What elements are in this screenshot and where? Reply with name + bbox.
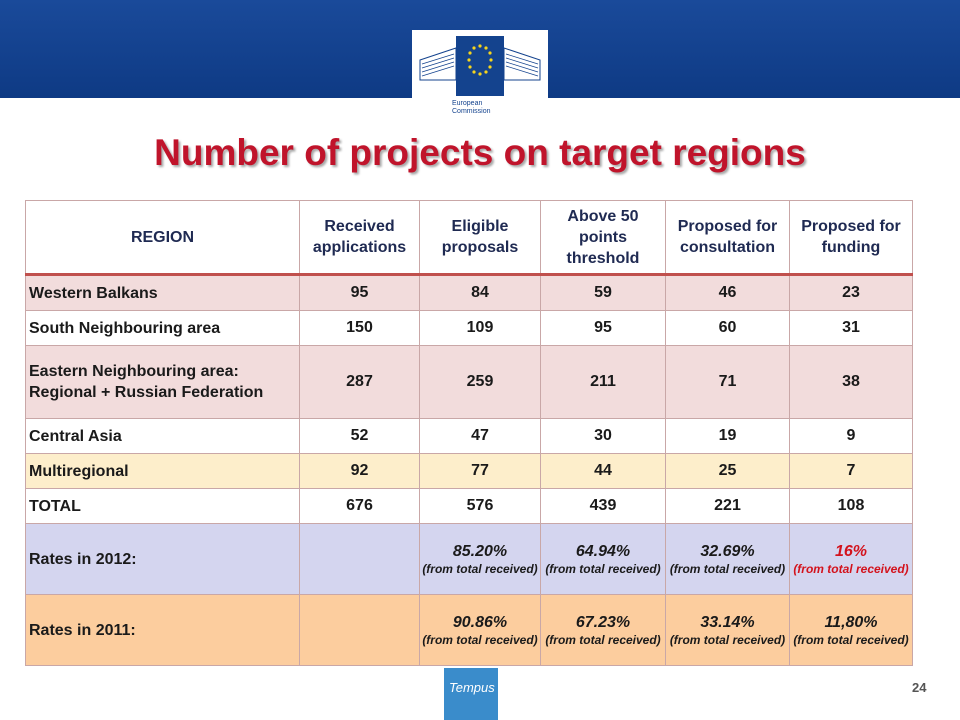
received-cell: 287 <box>300 346 420 419</box>
above-cell: 44 <box>541 454 666 489</box>
funding-cell: 9 <box>790 419 913 454</box>
european-commission-logo <box>412 30 548 126</box>
eligible-cell: 576 <box>420 489 541 524</box>
above-cell: 95 <box>541 311 666 346</box>
above-cell: 439 <box>541 489 666 524</box>
page-title: Number of projects on target regions <box>154 132 806 173</box>
consultation-cell: 221 <box>666 489 790 524</box>
eligible-cell: 84 <box>420 275 541 311</box>
rate-above <box>541 595 666 666</box>
header-consultation: Proposed for consultation <box>666 201 790 275</box>
received-cell: 676 <box>300 489 420 524</box>
logo-text <box>452 100 491 116</box>
header-region: REGION <box>26 201 300 275</box>
consultation-cell: 25 <box>666 454 790 489</box>
rates-2011-row <box>26 595 913 666</box>
rate-value: 32.69% <box>700 542 755 560</box>
region-cell: Eastern Neighbouring area: Regional + Russian Federation <box>26 346 300 419</box>
consultation-cell: 46 <box>666 275 790 311</box>
region-cell: Central Asia <box>26 419 300 454</box>
received-cell: 150 <box>300 311 420 346</box>
rate-note: (from total received) <box>545 561 661 576</box>
page-number: 24 <box>912 680 927 695</box>
rate-consultation <box>666 595 790 666</box>
rate-value: 67.23% <box>575 613 631 631</box>
region-cell: Western Balkans <box>26 275 300 311</box>
rate-note: (from total received) <box>545 632 661 647</box>
rate-eligible <box>420 524 541 595</box>
table-row <box>26 454 913 489</box>
rate-value: 90.86% <box>452 613 508 631</box>
table-row <box>26 419 913 454</box>
above-cell: 30 <box>541 419 666 454</box>
logo-line-2: Commission <box>452 108 491 115</box>
header-received: Received applications <box>300 201 420 275</box>
above-cell: 211 <box>541 346 666 419</box>
rate-value: 11,80% <box>824 613 878 631</box>
above-cell: 59 <box>541 275 666 311</box>
header-eligible: Eligible proposals <box>420 201 541 275</box>
eligible-cell: 47 <box>420 419 541 454</box>
table-row <box>26 275 913 311</box>
projects-table <box>25 200 913 666</box>
region-cell: South Neighbouring area <box>26 311 300 346</box>
header-funding: Proposed for funding <box>790 201 913 275</box>
funding-cell: 7 <box>790 454 913 489</box>
rate-consultation <box>666 524 790 595</box>
logo-line-1: European <box>452 100 483 107</box>
rate-eligible <box>420 595 541 666</box>
funding-cell: 108 <box>790 489 913 524</box>
table-row <box>26 346 913 419</box>
funding-cell: 23 <box>790 275 913 311</box>
rate-note: (from total received) <box>793 632 909 647</box>
tempus-badge <box>444 668 498 720</box>
eligible-cell: 109 <box>420 311 541 346</box>
header-above-threshold: Above 50 points threshold <box>541 201 666 275</box>
consultation-cell: 19 <box>666 419 790 454</box>
rates-label: Rates in 2011: <box>26 595 300 666</box>
rate-note: (from total received) <box>422 561 538 576</box>
rate-funding <box>790 524 913 595</box>
rate-above <box>541 524 666 595</box>
received-cell: 92 <box>300 454 420 489</box>
rate-note: (from total received) <box>669 561 786 576</box>
rates-2012-row <box>26 524 913 595</box>
consultation-cell: 60 <box>666 311 790 346</box>
rate-value: 64.94% <box>575 542 631 560</box>
received-cell: 95 <box>300 275 420 311</box>
funding-cell: 31 <box>790 311 913 346</box>
rate-value: 33.14% <box>700 613 755 631</box>
rate-note: (from total received) <box>669 632 786 647</box>
rates-label: Rates in 2012: <box>26 524 300 595</box>
table-row-total <box>26 489 913 524</box>
region-cell: TOTAL <box>26 489 300 524</box>
rate-funding <box>790 595 913 666</box>
eligible-cell: 77 <box>420 454 541 489</box>
empty-cell <box>300 524 420 595</box>
consultation-cell: 71 <box>666 346 790 419</box>
eligible-cell: 259 <box>420 346 541 419</box>
received-cell: 52 <box>300 419 420 454</box>
rate-value: 85.20% <box>452 542 508 560</box>
tempus-label: Tempus <box>449 680 495 695</box>
rate-note: (from total received) <box>793 561 909 576</box>
rate-value: 16% <box>834 542 868 560</box>
funding-cell: 38 <box>790 346 913 419</box>
region-cell: Multiregional <box>26 454 300 489</box>
table-header-row <box>26 201 913 275</box>
empty-cell <box>300 595 420 666</box>
table-row <box>26 311 913 346</box>
rate-note: (from total received) <box>422 632 538 647</box>
